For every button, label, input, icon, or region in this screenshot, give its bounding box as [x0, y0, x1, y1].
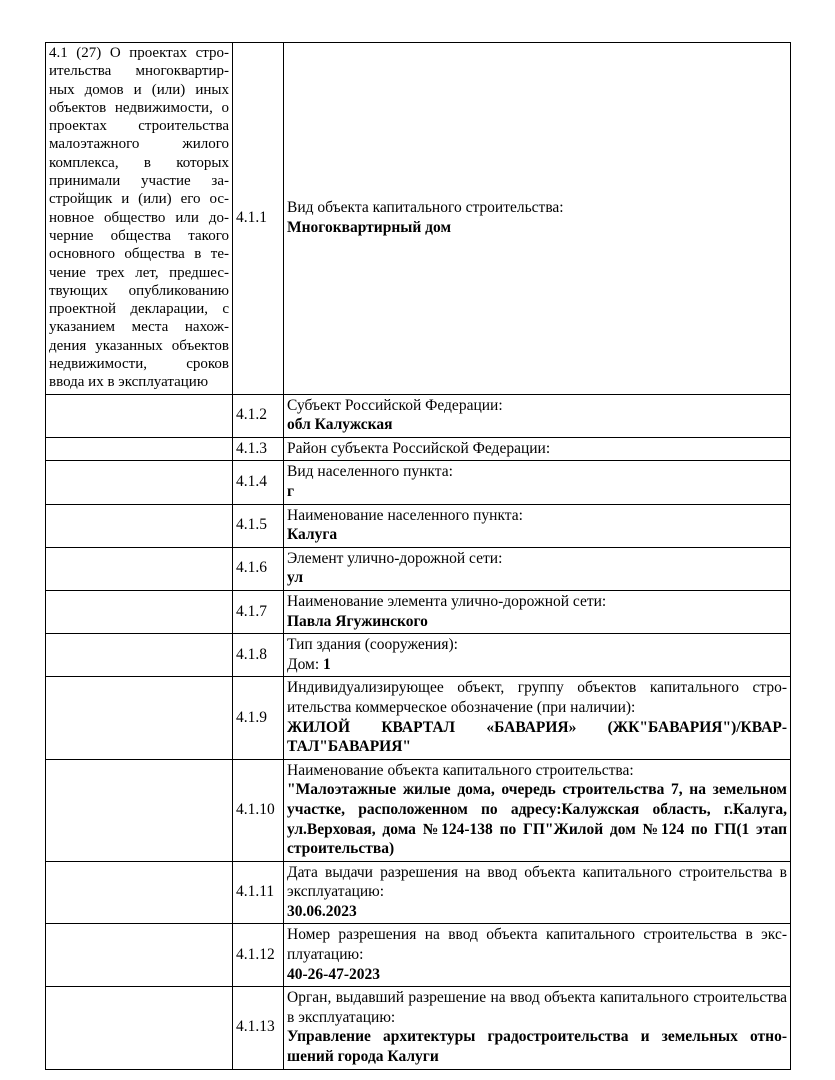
field-label: Элемент улично-дорожной сети:	[287, 549, 503, 567]
field-label: Район субъекта Российской Федерации:	[287, 439, 551, 457]
row-content-cell	[284, 861, 791, 924]
field-label: Дата выдачи разрешения на ввод объекта капитального строительства в эксплуатацию:	[287, 863, 787, 901]
field-value-line	[287, 218, 787, 238]
row-number-cell: 4.1.13	[233, 987, 284, 1069]
field-label: Субъект Российской Федерации:	[287, 396, 503, 414]
field-value-line	[287, 525, 787, 545]
row-content-cell	[284, 590, 791, 633]
field-value: Управление архитектуры градостроительства и земельных отношений города Калуги	[287, 1028, 787, 1066]
row-number-cell: 4.1.1	[233, 43, 284, 395]
field-value-line	[287, 718, 787, 757]
field-label: Наименование объекта капитального строительства:	[287, 761, 634, 779]
field-value-line	[287, 612, 787, 632]
field-value: Калуга	[287, 526, 338, 544]
field-label: Наименование населенного пункта:	[287, 506, 523, 524]
row-number-cell: 4.1.12	[233, 924, 284, 987]
row-content-cell	[284, 43, 791, 395]
left-empty-cell	[46, 677, 233, 759]
row-content-cell	[284, 634, 791, 677]
row-content-cell	[284, 547, 791, 590]
row-number-cell: 4.1.7	[233, 590, 284, 633]
table-row	[46, 504, 791, 547]
left-empty-cell	[46, 987, 233, 1069]
left-empty-cell	[46, 504, 233, 547]
row-number-cell: 4.1.10	[233, 759, 284, 861]
field-value-prefix: Дом:	[287, 655, 324, 673]
project-declaration-table	[45, 42, 791, 1070]
left-empty-cell	[46, 634, 233, 677]
field-value: Многоквартирный дом	[287, 218, 452, 236]
row-content-cell	[284, 437, 791, 461]
table-row	[46, 43, 791, 395]
field-label: Номер разрешения на ввод объекта капитального строительства в эксплуатацию:	[287, 926, 787, 964]
left-empty-cell	[46, 924, 233, 987]
table-row	[46, 437, 791, 461]
field-value-line	[287, 780, 787, 858]
left-empty-cell	[46, 437, 233, 461]
table-row	[46, 759, 791, 861]
row-number-cell: 4.1.5	[233, 504, 284, 547]
table-row	[46, 634, 791, 677]
row-number-cell: 4.1.8	[233, 634, 284, 677]
table-row	[46, 590, 791, 633]
row-number-cell: 4.1.9	[233, 677, 284, 759]
row-content-cell	[284, 504, 791, 547]
field-value: ул	[287, 569, 304, 587]
field-value-line	[287, 482, 787, 502]
left-empty-cell	[46, 759, 233, 861]
field-label: Тип здания (сооружения):	[287, 636, 458, 654]
left-empty-cell	[46, 590, 233, 633]
field-value-line	[287, 655, 787, 675]
field-value-line	[287, 902, 787, 922]
row-number-cell: 4.1.11	[233, 861, 284, 924]
left-empty-cell	[46, 394, 233, 437]
left-empty-cell	[46, 461, 233, 504]
row-content-cell	[284, 394, 791, 437]
table-row	[46, 924, 791, 987]
field-value: Павла Ягужинского	[287, 612, 428, 630]
field-value: обл Калужская	[287, 416, 393, 434]
left-empty-cell	[46, 547, 233, 590]
table-row	[46, 987, 791, 1069]
row-content-cell	[284, 461, 791, 504]
table-row	[46, 677, 791, 759]
left-empty-cell	[46, 861, 233, 924]
field-value-line	[287, 415, 787, 435]
field-value-line	[287, 1027, 787, 1066]
table-row	[46, 861, 791, 924]
field-label: Наименование элемента улично-дорожной сети:	[287, 592, 607, 610]
field-value: 1	[323, 655, 331, 673]
table-row	[46, 461, 791, 504]
field-value: "Малоэтажные жилые дома, очередь строительства 7, на земельном участке, расположенном по адресу:Калужская область, г.Калуга, ул.Верховая, дома №124-138 по ГП"Жилой дом №124 по ГП(1 этап строительства)	[287, 781, 787, 858]
row-number-cell: 4.1.3	[233, 437, 284, 461]
field-value: г	[287, 483, 295, 501]
row-number-cell: 4.1.4	[233, 461, 284, 504]
field-label: Вид населенного пункта:	[287, 463, 453, 481]
row-number-cell: 4.1.2	[233, 394, 284, 437]
field-value-line	[287, 568, 787, 588]
field-value: ЖИЛОЙ КВАРТАЛ «БАВАРИЯ» (ЖК"БАВАРИЯ")/КВАРТАЛ"БАВАРИЯ"	[287, 718, 787, 756]
section-description-cell: 4.1 (27) О проектах строительства многоквартирных домов и (или) иных объектов недвижимости, о проектах строительства малоэтажного жилого комплекса, в которых принимали участие застройщик и (или) его основное общество или дочерние общества такого основного общества в течение трех лет, предшествующих опубликованию проектной декларации, с указанием места нахождения указанных объектов недвижимости, сроков ввода их в эксплуатацию	[46, 43, 233, 395]
table-body	[46, 43, 791, 1070]
field-label: Орган, выдавший разрешение на ввод объекта капитального строительства в эксплуатацию:	[287, 989, 787, 1026]
row-content-cell	[284, 677, 791, 759]
field-label: Вид объекта капитального строительства:	[287, 199, 564, 217]
field-value: 40-26-47-2023	[287, 965, 380, 983]
field-value-line	[287, 965, 787, 985]
table-row	[46, 394, 791, 437]
row-content-cell	[284, 759, 791, 861]
row-content-cell	[284, 987, 791, 1069]
row-number-cell: 4.1.6	[233, 547, 284, 590]
row-content-cell	[284, 924, 791, 987]
field-label: Индивидуализирующее объект, группу объектов капитального строительства коммерческое обозначение (при наличии):	[287, 679, 787, 716]
table-row	[46, 547, 791, 590]
field-value: 30.06.2023	[287, 902, 357, 920]
